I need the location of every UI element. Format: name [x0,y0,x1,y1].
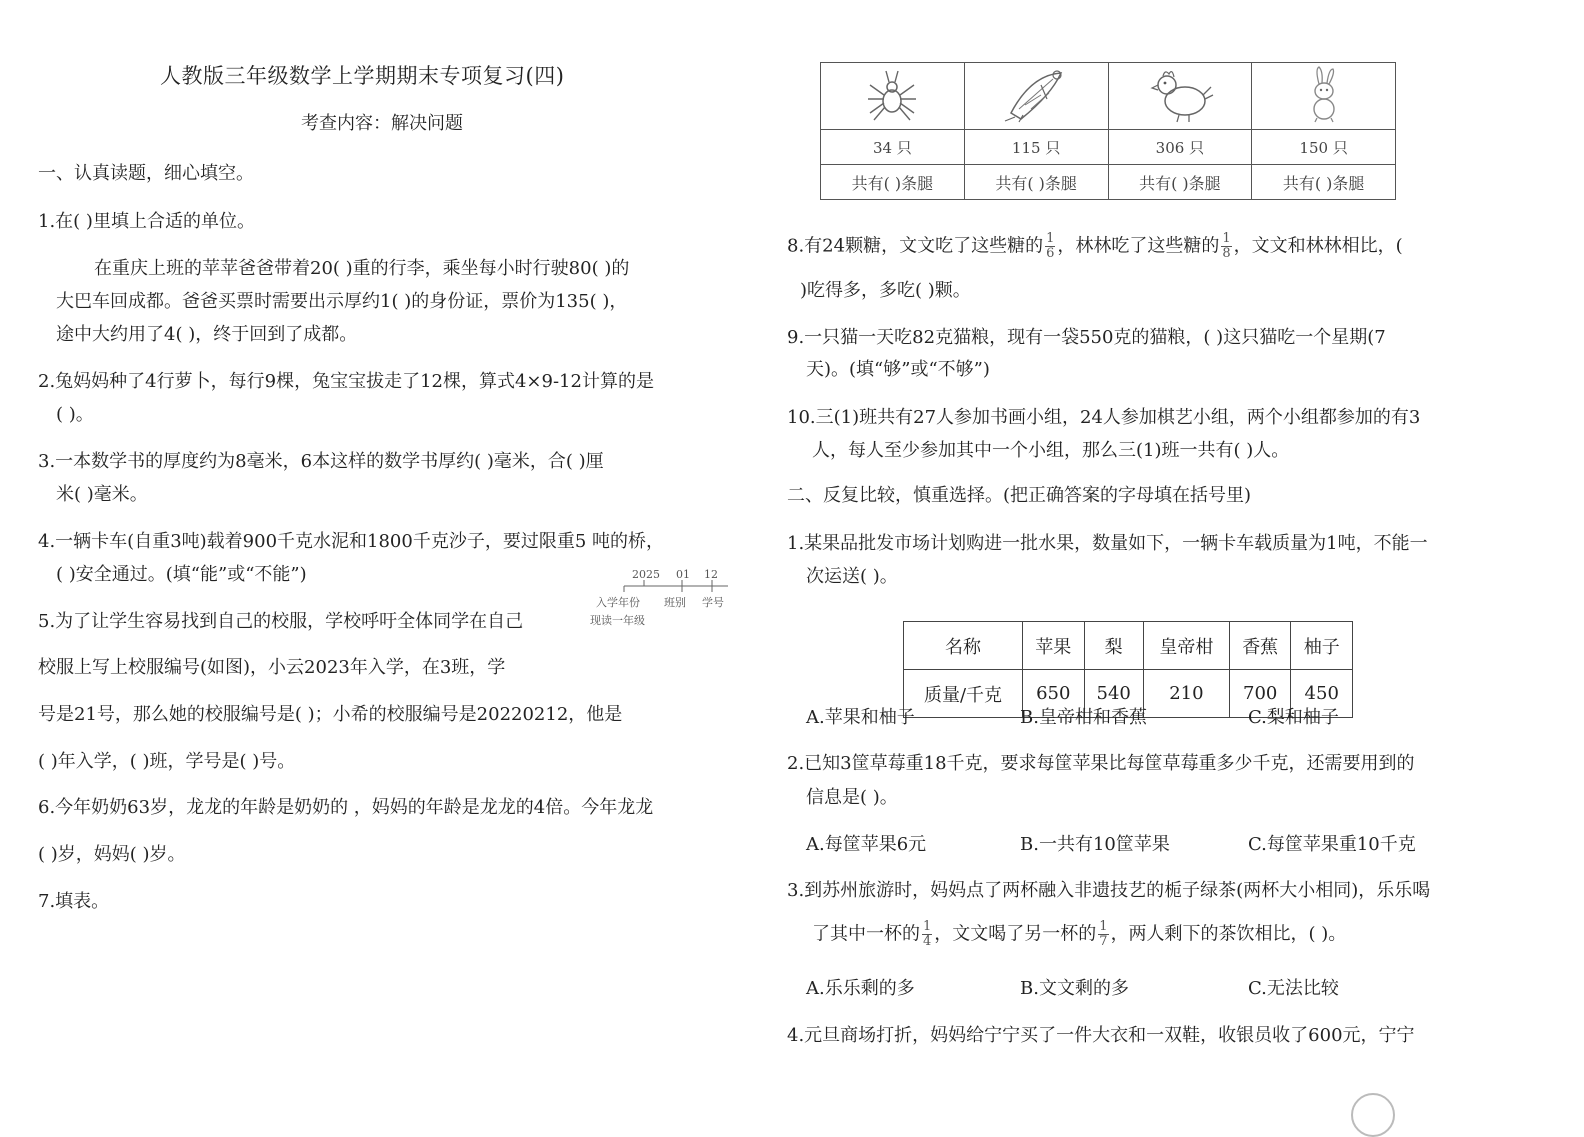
table-header-cell: 皇帝柑 [1143,622,1229,670]
section2-heading: 二、反复比较，慎重选择。(把正确答案的字母填在括号里) [787,485,1252,506]
animal-cell [1108,63,1252,130]
table-cell: 450 [1291,670,1353,718]
option-a[interactable]: A.乐乐剩的多 [806,978,915,999]
table-header-cell: 柚子 [1291,622,1353,670]
q1-line: 途中大约用了4( )，终于回到了成都。 [56,324,358,345]
q5-line: 号是21号，那么她的校服编号是( )；小希的校服编号是20220212，他是 [38,704,623,725]
q8-text: ，林林吃了这些糖的 [1057,235,1220,257]
option-c[interactable]: C.每筐苹果重10千克 [1248,834,1416,855]
chicken-icon [1145,65,1215,123]
animal-count: 34 只 [821,130,965,165]
q6-line: ( )岁，妈妈( )岁。 [38,844,186,865]
table-cell: 210 [1143,670,1229,718]
figure-connector-lines [588,580,738,594]
q8-text: 8.有24颗糖，文文吃了这些糖的 [787,235,1044,257]
fruit-weight-table [903,621,1353,718]
s2q3-text: 了其中一杯的 [812,923,920,945]
table-cell: 质量/千克 [904,670,1023,718]
fraction [1221,232,1231,261]
s2q3-text: ，两人剩下的茶饮相比，( )。 [1110,923,1347,945]
s2q4-line: 4.元旦商场打折，妈妈给宁宁买了一件大衣和一双鞋，收银员收了600元，宁宁 [787,1025,1415,1046]
q1-line: 在重庆上班的苹苹爸爸带着20( )重的行李，乘坐每小时行驶80( )的 [94,258,630,279]
table-cell: 700 [1229,670,1291,718]
fraction-denominator: 8 [1222,246,1231,261]
s2q3-line: 3.到苏州旅游时，妈妈点了两杯融入非遗技艺的栀子绿茶(两杯大小相同)，乐乐喝 [787,880,1431,901]
option-a[interactable]: A.每筐苹果6元 [806,834,927,855]
q5-line: ( )年入学，( )班，学号是( )号。 [38,751,296,772]
s2q2-line: 2.已知3筐草莓重18千克，要求每筐苹果比每筐草莓重多少千克，还需要用到的 [787,753,1415,774]
s2q1-line: 1.某果品批发市场计划购进一批水果，数量如下，一辆卡车载质量为1吨，不能一 [787,533,1428,554]
q10-line: 人，每人至少参加其中一个小组，那么三(1)班一共有( )人。 [812,440,1290,461]
q10-line: 10.三(1)班共有27人参加书画小组，24人参加棋艺小组，两个小组都参加的有3 [787,407,1421,428]
q4-line: ( )安全通过。(填“能”或“不能”) [56,564,307,585]
q3-line: 米( )毫米。 [56,484,148,505]
figure-note: 现读一年级 [590,614,645,627]
s2q3-line [812,920,1346,949]
option-c[interactable]: C.梨和柚子 [1248,707,1339,728]
figure-class: 01 [676,568,690,581]
uniform-number-figure [588,566,738,626]
fraction-numerator: 1 [1222,231,1231,246]
spider-icon [862,65,922,123]
q9-line: 天)。(填“够”或“不够”) [806,359,990,380]
fraction [1045,232,1055,261]
table-cell: 650 [1023,670,1085,718]
s2q3-text: ，文文喝了另一杯的 [934,923,1097,945]
q1-line: 大巴车回成都。爸爸买票时需要出示厚约1( )的身份证，票价为135( )， [56,291,628,312]
page-subtitle: 考查内容：解决问题 [301,113,463,134]
s2q2-line: 信息是( )。 [806,787,898,808]
table-header-cell: 香蕉 [1229,622,1291,670]
option-b[interactable]: B.一共有10筐苹果 [1020,834,1170,855]
q2-line: 2.兔妈妈种了4行萝卜，每行9棵，兔宝宝拔走了12棵，算式4×9-12计算的是 [38,371,654,392]
s2q1-line: 次运送( )。 [806,566,898,587]
figure-number: 12 [704,568,718,581]
legs-blank[interactable]: 共有( )条腿 [1252,165,1396,200]
animal-count: 115 只 [964,130,1108,165]
option-c[interactable]: C.无法比较 [1248,978,1339,999]
option-a[interactable]: A.苹果和柚子 [806,707,915,728]
section1-heading: 一、认真读题，细心填空。 [38,163,254,184]
animal-count: 150 只 [1252,130,1396,165]
animal-cell [1252,63,1396,130]
q8-text: ，文文和林林相比，( [1233,235,1403,257]
legs-blank[interactable]: 共有( )条腿 [1108,165,1252,200]
fraction-denominator: 6 [1046,246,1055,261]
table-header-cell: 梨 [1084,622,1143,670]
page-title: 人教版三年级数学上学期期末专项复习(四) [160,64,565,88]
fraction-numerator: 1 [1099,919,1108,934]
option-b[interactable]: B.皇帝柑和香蕉 [1020,707,1147,728]
fraction-numerator: 1 [1046,231,1055,246]
legs-blank[interactable]: 共有( )条腿 [821,165,965,200]
table-cell: 540 [1084,670,1143,718]
q8-line [787,232,1403,261]
q5-line: 校服上写上校服编号(如图)，小云2023年入学，在3班，学 [38,657,506,678]
table-header-cell: 名称 [904,622,1023,670]
figure-label-year: 入学年份 [596,596,640,609]
fraction-numerator: 1 [923,919,932,934]
animal-cell [821,63,965,130]
q1-stem: 1.在( )里填上合适的单位。 [38,211,255,232]
q6-line: 6.今年奶奶63岁，龙龙的年龄是奶奶的 ，妈妈的年龄是龙龙的4倍。今年龙龙 [38,797,654,818]
q3-line: 3.一本数学书的厚度约为8毫米，6本这样的数学书厚约( )毫米，合( )厘 [38,451,604,472]
q8-line: )吃得多，多吃( )颗。 [800,280,971,301]
animal-cell [964,63,1108,130]
cicada-icon [1001,65,1071,123]
fraction-denominator: 4 [923,934,932,949]
q2-line: ( )。 [56,404,94,425]
animal-count: 306 只 [1108,130,1252,165]
watermark-logo [1351,1093,1395,1137]
option-b[interactable]: B.文文剩的多 [1020,978,1129,999]
rabbit-icon [1299,65,1349,123]
legs-blank[interactable]: 共有( )条腿 [964,165,1108,200]
figure-label-class: 班别 [664,596,686,609]
figure-year: 2025 [632,568,660,581]
q9-line: 9.一只猫一天吃82克猫粮，现有一袋550克的猫粮，( )这只猫吃一个星期(7 [787,327,1386,348]
fraction-denominator: 7 [1099,934,1108,949]
figure-label-number: 学号 [702,596,724,609]
table-header-cell: 苹果 [1023,622,1085,670]
q7-stem: 7.填表。 [38,891,110,912]
fraction [1098,920,1108,949]
q5-line: 5.为了让学生容易找到自己的校服，学校呼吁全体同学在自己 [38,611,524,632]
fraction [922,920,932,949]
q4-line: 4.一辆卡车(自重3吨)载着900千克水泥和1800千克沙子，要过限重5 吨的桥， [38,531,665,552]
animal-legs-table [820,62,1396,200]
